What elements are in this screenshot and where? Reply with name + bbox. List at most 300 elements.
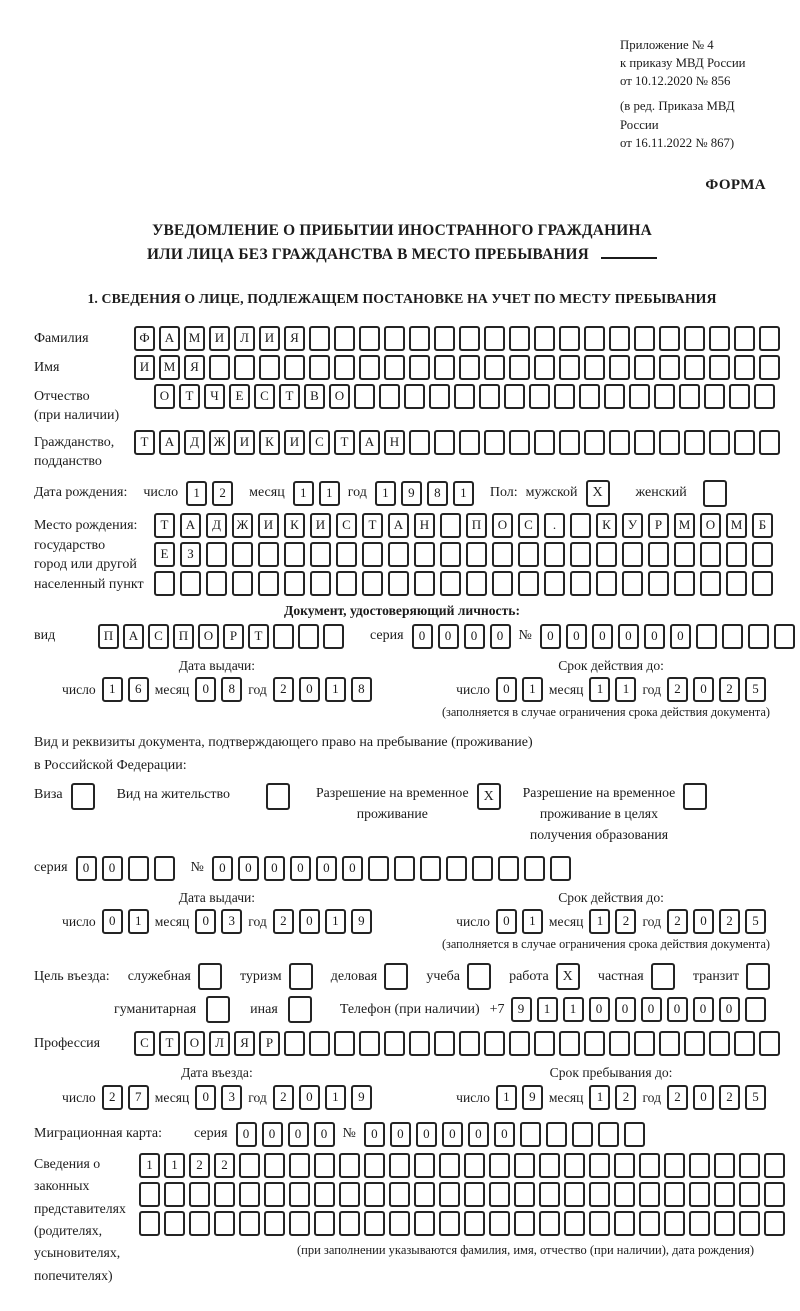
char-cell[interactable]: Т [159,1031,180,1056]
visa-checkbox[interactable] [71,783,95,810]
char-cell[interactable]: И [258,513,279,538]
char-cell[interactable] [754,384,775,409]
char-cell[interactable]: 2 [667,909,688,934]
char-cell[interactable] [509,430,530,455]
char-cell[interactable] [154,856,175,881]
char-cell[interactable] [446,856,467,881]
char-cell[interactable] [614,1153,635,1178]
char-cell[interactable] [404,384,425,409]
char-cell[interactable]: 6 [128,677,149,702]
char-cell[interactable] [206,571,227,596]
char-cell[interactable] [314,1182,335,1207]
char-cell[interactable]: Е [154,542,175,567]
char-cell[interactable]: 1 [186,481,207,506]
char-cell[interactable] [514,1153,535,1178]
char-cell[interactable] [232,542,253,567]
char-cell[interactable] [534,430,555,455]
char-cell[interactable]: К [284,513,305,538]
char-cell[interactable] [564,1153,585,1178]
char-cell[interactable]: 3 [221,1085,242,1110]
char-cell[interactable] [584,430,605,455]
char-cell[interactable]: 2 [667,1085,688,1110]
char-cell[interactable] [764,1211,785,1236]
char-cell[interactable] [564,1211,585,1236]
char-cell[interactable]: 0 [693,1085,714,1110]
char-cell[interactable]: С [148,624,169,649]
char-cell[interactable]: 1 [537,997,558,1022]
temp-residence-permit-checkbox[interactable]: X [477,783,501,810]
char-cell[interactable] [364,1153,385,1178]
char-cell[interactable] [689,1182,710,1207]
char-cell[interactable]: 8 [351,677,372,702]
char-cell[interactable]: 0 [299,1085,320,1110]
char-cell[interactable] [648,571,669,596]
char-cell[interactable]: 1 [522,677,543,702]
char-cell[interactable] [554,384,575,409]
char-cell[interactable] [379,384,400,409]
char-cell[interactable]: Н [414,513,435,538]
char-cell[interactable] [440,542,461,567]
char-cell[interactable]: С [336,513,357,538]
char-cell[interactable] [289,1182,310,1207]
char-cell[interactable] [389,1211,410,1236]
char-cell[interactable] [359,326,380,351]
char-cell[interactable]: 1 [589,1085,610,1110]
char-cell[interactable] [289,1211,310,1236]
char-cell[interactable] [639,1182,660,1207]
char-cell[interactable]: 0 [299,677,320,702]
char-cell[interactable] [459,430,480,455]
char-cell[interactable] [584,1031,605,1056]
char-cell[interactable] [752,571,773,596]
char-cell[interactable]: 0 [615,997,636,1022]
purpose-business-checkbox[interactable] [384,963,408,990]
char-cell[interactable]: Т [179,384,200,409]
char-cell[interactable] [492,542,513,567]
char-cell[interactable] [559,326,580,351]
char-cell[interactable]: 0 [442,1122,463,1147]
char-cell[interactable]: П [466,513,487,538]
char-cell[interactable] [239,1153,260,1178]
char-cell[interactable] [714,1182,735,1207]
char-cell[interactable] [164,1211,185,1236]
char-cell[interactable] [759,326,780,351]
char-cell[interactable] [440,513,461,538]
char-cell[interactable]: 2 [214,1153,235,1178]
char-cell[interactable] [310,542,331,567]
char-cell[interactable] [368,856,389,881]
char-cell[interactable] [409,326,430,351]
char-cell[interactable] [559,430,580,455]
char-cell[interactable]: Е [229,384,250,409]
char-cell[interactable] [609,326,630,351]
char-cell[interactable]: 2 [273,1085,294,1110]
char-cell[interactable]: 0 [316,856,337,881]
char-cell[interactable] [239,1211,260,1236]
char-cell[interactable]: 0 [693,909,714,934]
char-cell[interactable]: 1 [615,677,636,702]
char-cell[interactable] [484,326,505,351]
char-cell[interactable] [310,571,331,596]
char-cell[interactable]: 1 [563,997,584,1022]
char-cell[interactable] [434,1031,455,1056]
char-cell[interactable] [284,542,305,567]
char-cell[interactable] [539,1153,560,1178]
char-cell[interactable]: 1 [325,677,346,702]
char-cell[interactable] [414,1182,435,1207]
char-cell[interactable] [314,1211,335,1236]
residence-permit-checkbox[interactable] [266,783,290,810]
char-cell[interactable] [409,1031,430,1056]
char-cell[interactable]: В [304,384,325,409]
char-cell[interactable]: О [198,624,219,649]
char-cell[interactable]: А [159,430,180,455]
char-cell[interactable] [234,355,255,380]
char-cell[interactable] [596,571,617,596]
char-cell[interactable] [544,542,565,567]
purpose-other-checkbox[interactable] [288,996,312,1023]
char-cell[interactable] [264,1182,285,1207]
char-cell[interactable] [734,326,755,351]
char-cell[interactable] [509,355,530,380]
char-cell[interactable] [664,1153,685,1178]
char-cell[interactable]: 1 [522,909,543,934]
char-cell[interactable] [459,355,480,380]
char-cell[interactable] [489,1182,510,1207]
char-cell[interactable] [334,355,355,380]
char-cell[interactable] [362,542,383,567]
char-cell[interactable] [604,384,625,409]
char-cell[interactable] [748,624,769,649]
char-cell[interactable] [659,326,680,351]
char-cell[interactable] [634,355,655,380]
char-cell[interactable]: 9 [351,1085,372,1110]
char-cell[interactable] [726,542,747,567]
char-cell[interactable] [214,1211,235,1236]
char-cell[interactable] [729,384,750,409]
char-cell[interactable]: 0 [592,624,613,649]
char-cell[interactable] [414,1211,435,1236]
temp-residence-permit-edu-checkbox[interactable] [683,783,707,810]
char-cell[interactable]: 0 [416,1122,437,1147]
char-cell[interactable]: Н [384,430,405,455]
char-cell[interactable]: И [234,430,255,455]
char-cell[interactable] [534,326,555,351]
char-cell[interactable] [534,1031,555,1056]
char-cell[interactable] [466,542,487,567]
char-cell[interactable]: Я [184,355,205,380]
char-cell[interactable] [504,384,525,409]
char-cell[interactable] [659,355,680,380]
char-cell[interactable]: 2 [212,481,233,506]
char-cell[interactable] [439,1182,460,1207]
char-cell[interactable] [498,856,519,881]
char-cell[interactable]: 2 [719,1085,740,1110]
char-cell[interactable]: 0 [290,856,311,881]
char-cell[interactable] [709,1031,730,1056]
char-cell[interactable] [409,430,430,455]
char-cell[interactable]: 0 [496,909,517,934]
char-cell[interactable] [409,355,430,380]
char-cell[interactable]: 0 [288,1122,309,1147]
char-cell[interactable] [420,856,441,881]
char-cell[interactable] [696,624,717,649]
char-cell[interactable]: 1 [325,1085,346,1110]
char-cell[interactable]: И [259,326,280,351]
char-cell[interactable]: 0 [693,997,714,1022]
char-cell[interactable] [364,1211,385,1236]
char-cell[interactable] [622,542,643,567]
char-cell[interactable]: 2 [615,909,636,934]
char-cell[interactable]: 0 [238,856,259,881]
char-cell[interactable]: 1 [319,481,340,506]
char-cell[interactable] [609,430,630,455]
char-cell[interactable] [714,1211,735,1236]
char-cell[interactable]: 0 [314,1122,335,1147]
char-cell[interactable] [524,856,545,881]
char-cell[interactable]: 8 [427,481,448,506]
char-cell[interactable] [180,571,201,596]
char-cell[interactable] [570,542,591,567]
char-cell[interactable] [529,384,550,409]
char-cell[interactable]: Т [154,513,175,538]
char-cell[interactable] [389,1182,410,1207]
char-cell[interactable] [734,1031,755,1056]
char-cell[interactable] [484,1031,505,1056]
char-cell[interactable]: 8 [221,677,242,702]
char-cell[interactable] [189,1211,210,1236]
char-cell[interactable] [459,326,480,351]
char-cell[interactable]: 1 [128,909,149,934]
char-cell[interactable]: А [180,513,201,538]
char-cell[interactable]: О [492,513,513,538]
char-cell[interactable]: И [284,430,305,455]
char-cell[interactable]: Р [648,513,669,538]
char-cell[interactable]: 0 [102,856,123,881]
char-cell[interactable] [584,326,605,351]
char-cell[interactable] [284,1031,305,1056]
char-cell[interactable]: 1 [496,1085,517,1110]
char-cell[interactable] [154,571,175,596]
char-cell[interactable] [700,571,721,596]
char-cell[interactable] [414,571,435,596]
gender-female-checkbox[interactable] [703,480,727,507]
char-cell[interactable]: Т [362,513,383,538]
char-cell[interactable] [726,571,747,596]
char-cell[interactable] [384,355,405,380]
char-cell[interactable] [739,1182,760,1207]
char-cell[interactable]: 0 [212,856,233,881]
char-cell[interactable] [298,624,319,649]
char-cell[interactable] [704,384,725,409]
char-cell[interactable]: 3 [221,909,242,934]
char-cell[interactable] [518,571,539,596]
char-cell[interactable] [609,1031,630,1056]
char-cell[interactable]: 0 [618,624,639,649]
char-cell[interactable]: 0 [236,1122,257,1147]
purpose-official-checkbox[interactable] [198,963,222,990]
char-cell[interactable] [439,1153,460,1178]
char-cell[interactable] [454,384,475,409]
char-cell[interactable] [520,1122,541,1147]
purpose-work-checkbox[interactable]: X [556,963,580,990]
char-cell[interactable] [414,1153,435,1178]
char-cell[interactable] [546,1122,567,1147]
char-cell[interactable]: Л [209,1031,230,1056]
char-cell[interactable]: Р [223,624,244,649]
char-cell[interactable]: Д [206,513,227,538]
char-cell[interactable] [689,1211,710,1236]
char-cell[interactable]: 2 [273,909,294,934]
char-cell[interactable]: 5 [745,909,766,934]
char-cell[interactable]: 0 [566,624,587,649]
char-cell[interactable] [514,1182,535,1207]
char-cell[interactable]: 0 [102,909,123,934]
char-cell[interactable] [388,542,409,567]
char-cell[interactable] [514,1211,535,1236]
char-cell[interactable] [759,355,780,380]
char-cell[interactable]: Д [184,430,205,455]
char-cell[interactable] [584,355,605,380]
char-cell[interactable] [364,1182,385,1207]
char-cell[interactable]: Ф [134,326,155,351]
char-cell[interactable]: 1 [139,1153,160,1178]
char-cell[interactable] [759,1031,780,1056]
char-cell[interactable]: А [123,624,144,649]
char-cell[interactable] [339,1211,360,1236]
char-cell[interactable] [336,542,357,567]
char-cell[interactable] [664,1211,685,1236]
char-cell[interactable] [734,355,755,380]
char-cell[interactable] [472,856,493,881]
char-cell[interactable] [334,326,355,351]
char-cell[interactable]: 2 [667,677,688,702]
char-cell[interactable]: 0 [364,1122,385,1147]
char-cell[interactable] [564,1182,585,1207]
char-cell[interactable] [139,1211,160,1236]
char-cell[interactable] [464,1153,485,1178]
char-cell[interactable]: 1 [589,909,610,934]
char-cell[interactable] [659,1031,680,1056]
char-cell[interactable]: 0 [342,856,363,881]
char-cell[interactable]: 0 [644,624,665,649]
char-cell[interactable] [384,326,405,351]
char-cell[interactable] [774,624,795,649]
char-cell[interactable] [464,1211,485,1236]
char-cell[interactable] [214,1182,235,1207]
char-cell[interactable] [314,1153,335,1178]
char-cell[interactable] [484,355,505,380]
char-cell[interactable] [464,1182,485,1207]
char-cell[interactable] [389,1153,410,1178]
char-cell[interactable] [544,571,565,596]
char-cell[interactable] [634,430,655,455]
char-cell[interactable] [336,571,357,596]
char-cell[interactable]: 0 [438,624,459,649]
purpose-transit-checkbox[interactable] [746,963,770,990]
char-cell[interactable] [614,1182,635,1207]
char-cell[interactable] [664,1182,685,1207]
char-cell[interactable]: И [209,326,230,351]
char-cell[interactable]: У [622,513,643,538]
char-cell[interactable] [714,1153,735,1178]
char-cell[interactable] [572,1122,593,1147]
char-cell[interactable] [654,384,675,409]
char-cell[interactable]: 0 [641,997,662,1022]
char-cell[interactable] [739,1211,760,1236]
char-cell[interactable]: А [359,430,380,455]
char-cell[interactable]: 0 [667,997,688,1022]
char-cell[interactable] [489,1211,510,1236]
char-cell[interactable] [339,1182,360,1207]
char-cell[interactable] [534,355,555,380]
char-cell[interactable] [258,571,279,596]
char-cell[interactable] [518,542,539,567]
char-cell[interactable] [764,1153,785,1178]
char-cell[interactable] [639,1153,660,1178]
char-cell[interactable] [466,571,487,596]
char-cell[interactable] [634,1031,655,1056]
char-cell[interactable] [752,542,773,567]
char-cell[interactable] [289,1153,310,1178]
char-cell[interactable] [539,1182,560,1207]
char-cell[interactable] [309,1031,330,1056]
char-cell[interactable] [550,856,571,881]
char-cell[interactable] [509,1031,530,1056]
char-cell[interactable] [439,1211,460,1236]
char-cell[interactable]: 0 [390,1122,411,1147]
char-cell[interactable] [639,1211,660,1236]
char-cell[interactable]: 0 [195,677,216,702]
char-cell[interactable] [684,1031,705,1056]
char-cell[interactable] [648,542,669,567]
char-cell[interactable] [764,1182,785,1207]
char-cell[interactable] [622,571,643,596]
char-cell[interactable] [232,571,253,596]
char-cell[interactable] [239,1182,260,1207]
char-cell[interactable] [739,1153,760,1178]
char-cell[interactable] [559,1031,580,1056]
char-cell[interactable]: Ж [209,430,230,455]
char-cell[interactable] [479,384,500,409]
char-cell[interactable] [128,856,149,881]
char-cell[interactable]: 1 [589,677,610,702]
char-cell[interactable]: З [180,542,201,567]
char-cell[interactable]: О [329,384,350,409]
char-cell[interactable]: М [159,355,180,380]
char-cell[interactable]: С [134,1031,155,1056]
char-cell[interactable]: Л [234,326,255,351]
char-cell[interactable]: 0 [670,624,691,649]
char-cell[interactable]: А [159,326,180,351]
char-cell[interactable]: 5 [745,677,766,702]
char-cell[interactable]: 1 [375,481,396,506]
char-cell[interactable] [459,1031,480,1056]
char-cell[interactable]: Р [259,1031,280,1056]
char-cell[interactable]: 2 [273,677,294,702]
char-cell[interactable]: К [259,430,280,455]
char-cell[interactable]: С [309,430,330,455]
char-cell[interactable] [259,355,280,380]
char-cell[interactable]: Ч [204,384,225,409]
char-cell[interactable] [570,571,591,596]
char-cell[interactable] [440,571,461,596]
char-cell[interactable] [539,1211,560,1236]
char-cell[interactable] [745,997,766,1022]
char-cell[interactable]: О [154,384,175,409]
char-cell[interactable]: 9 [401,481,422,506]
char-cell[interactable]: 0 [264,856,285,881]
